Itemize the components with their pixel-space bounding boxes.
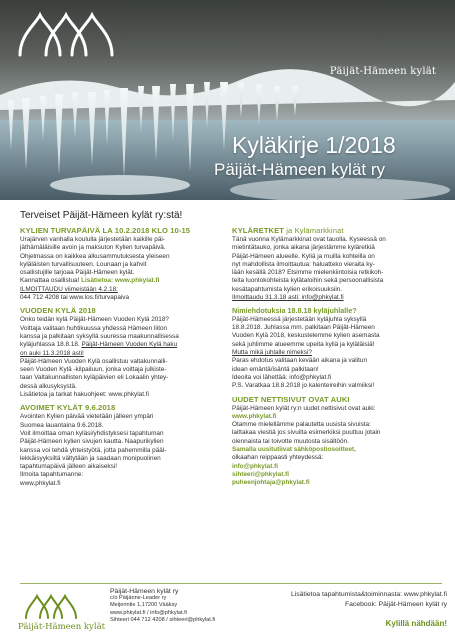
hero-image	[0, 0, 455, 200]
paragraph-line: lekkäisyyksiltä vältytään ja saadaan monipuolinen	[20, 454, 161, 462]
paragraph-line: taan Valtakunnallisten kyläpäivien eli Lokaalin yhtey-	[20, 374, 169, 382]
registration-deadline: ILMOITTAUDU viimeistään 4.2.18:	[20, 285, 118, 293]
greeting-heading: Terveiset Päijät-Hämeen kylät ry:stä!	[20, 210, 183, 221]
paragraph-line: olennaista tai toivotte muutosta sisältöön.	[232, 437, 349, 445]
footer-logo-icon	[20, 592, 80, 620]
section-vuoden-kyla	[20, 306, 225, 399]
more-info-line[interactable]: Lisätietoa ja tarkat hakuohjeet: www.phkylat.fi	[20, 391, 149, 399]
paragraph-line: Päijät-Hämeen alueelle. Kyliä ja muilla kohteilla on	[232, 252, 375, 260]
paragraph-line: olkaahan reippaasti yhteydessä:	[232, 454, 324, 462]
name-question: Mutta mikä juhlalle nimeksi?	[232, 349, 312, 357]
section-heading: Nimiehdotuksia 18.8.18 kyläjuhlalle?	[232, 306, 357, 316]
section-heading: VUODEN KYLÄ 2018	[20, 306, 96, 316]
website-link[interactable]: www.phkylat.fi	[20, 479, 61, 487]
paragraph-line: teita luontokohteista kylätaloihin sekä persoonallisista	[232, 277, 384, 285]
registration-line	[20, 277, 225, 285]
paragraph-line: Ilmoita tapahtumanne:	[20, 471, 84, 479]
newsletter-subtitle: Päijät-Hämeen kylät ry	[214, 160, 386, 179]
paragraph-line: sekä juhlimme alueemme upeita kyliä ja kyläläisiä!	[232, 340, 375, 348]
paragraph-line	[20, 341, 225, 349]
email-link[interactable]: puheenjohtaja@phkylat.fi	[232, 479, 310, 487]
paragraph-line: Avointen Kylien päivää vietetään jälleen ympäri	[20, 413, 154, 421]
paragraph-line: kyläläisten turvallisuuteen. Lounaan ja kahvit	[20, 260, 147, 268]
footer-address-line[interactable]: www.phkylat.fi / info@phkylat.fi	[110, 609, 187, 616]
paragraph-line: Paras ehdotus valitaan kevään aikana ja valitun	[232, 357, 368, 365]
footer-logo-name: Päijät-Hämeen kylät	[18, 622, 106, 632]
section-heading: UUDET NETTISIVUT OVAT AUKI	[232, 394, 350, 404]
paragraph-line: osallistujille tarjoaa Päijät-Hämeen kylät.	[20, 269, 135, 277]
paragraph-line: Päijät-Hämeen Vuoden Kylä osallistuu valtakunnalli-	[20, 357, 168, 365]
footer-info	[232, 590, 447, 610]
section-avoimet-kylat	[20, 403, 225, 488]
logo-icon	[0, 0, 130, 70]
section-heading	[232, 226, 442, 236]
paragraph-line: Suomea lauantaina 9.6.2018.	[20, 421, 104, 429]
paragraph-line: nyt mahdollista ilmoittautua: haluatteko vieraita ky-	[232, 260, 375, 268]
footer-slogan: Kylillä nähdään!	[385, 619, 447, 628]
footer-address	[110, 588, 215, 624]
paragraph-line: Voittaja valitaan huhtikuussa yhdessä Hämeen liiton	[20, 324, 168, 332]
footer-address-line: c/o Päijänne-Leader ry	[110, 595, 167, 602]
section-heading: AVOIMET KYLÄT 9.6.2018	[20, 403, 116, 413]
footer-org: Päijät-Hämeen kylät ry	[110, 588, 179, 595]
paragraph-line: Onko teidän kylä Päijät-Hämeen Vuoden Kylä 2018?	[20, 316, 169, 324]
section-heading: KYLIEN TURVAPÄIVÄ LA 10.2.2018 KLO 10-15	[20, 226, 191, 235]
right-column	[232, 226, 442, 492]
paragraph-line: Päijät-Hämeessä järjestetään kyläjuhla syksyllä	[232, 315, 367, 323]
paragraph-line: Urajärven vanhalla koululla järjestetään kaikille päi-	[20, 236, 165, 243]
paragraph-text: kyläjuhlassa 18.8.18.	[20, 341, 80, 349]
paragraph-line: tapahtumapäivä jälleen aikaiseksi!	[20, 463, 117, 471]
newsletter-title: Kyläkirje 1/2018	[232, 132, 396, 158]
email-link[interactable]: sihteeri@phkylat.fi	[232, 470, 290, 478]
paragraph-line: kanssa ja palkitaan syksyllä suuressa maakunnallisessa	[20, 332, 179, 340]
paragraph-line: kanssa voi tehdä yhteistyötä, jotta pahemmilla pääl-	[20, 446, 167, 454]
section-heading-main: KYLÄRETKET	[232, 226, 285, 235]
section-nettisivut	[232, 395, 442, 488]
registration-deadline[interactable]: Ilmoittaudu 31.3.18 asti: info@phkylat.fi	[232, 294, 344, 302]
paragraph-line: P.S. Varatkaa 18.8.2018 jo kalenteireihin valmiiksi!	[232, 382, 375, 390]
email-link[interactable]: info@phkylat.fi	[232, 462, 278, 470]
subscribe-notice: Samalla uusitutiivat sähköpostiosoitteet,	[232, 446, 356, 454]
paragraph-line: 18.8.2018. Juhlassa mm. palkitaan Päijät-Hämeen	[232, 324, 375, 332]
footer-facebook[interactable]: Facebook: Päijät-Hämeen kylät ry	[345, 601, 447, 608]
paragraph-line: dessä alkusyksystä.	[20, 382, 77, 390]
website-link[interactable]: www.phkylat.fi	[232, 412, 277, 420]
application-notice: Päijät-Hämeen Vuoden Kylä haku	[81, 341, 178, 349]
paragraph-line[interactable]: Ideoita voi lähettää: info@phkylat.fi	[232, 373, 332, 381]
paragraph-line: Päijät-Hämeen kylien sivujen kautta. Naapurikylien	[20, 438, 164, 446]
footer-address-line[interactable]: Sihteeri 044 712 4208 / sihteeri@phkylat.fi	[110, 616, 216, 623]
paragraph-line: mietintätauko, jonka aikana järjestämme kyläretkiä	[232, 244, 375, 252]
paragraph-line: seen Vuoden Kylä -kilpailuun, jonka voittaja julkiste-	[20, 366, 167, 374]
paragraph-line: Voit ilmoittaa oman kyläsi/yhdistyksesi tapahtuman	[20, 429, 164, 437]
footer-divider	[20, 583, 442, 584]
section-kylaretket	[232, 226, 442, 302]
paragraph-line: jäthämäläisille avoin ja maksuton Kylien turvapäivä.	[20, 244, 166, 252]
footer-info-line[interactable]: Lisätietoa tapahtumista&toiminnasta: www.phkylat.fi	[290, 591, 447, 598]
paragraph-line: Vuoden Kylä 2018, keskustelemme kylien asemasta	[232, 332, 380, 340]
left-column	[20, 226, 225, 492]
info-link[interactable]: Lisätietoa: www.phkylat.fi	[81, 277, 160, 285]
paragraph-line: kesätapahtumista kylien erikoisuuksiin.	[232, 285, 343, 293]
application-deadline: on auki 11.3.2018 asti!	[20, 349, 84, 357]
paragraph-line: idean emäntä/isäntä palkitaan!	[232, 365, 319, 373]
registration-label: Kannattaa osallistua!	[20, 277, 80, 285]
paragraph-line: Päijät-Hämeen kylät ry:n uudet nettisivut ovat auki:	[232, 404, 376, 412]
paragraph-line: laittakaa viestiä jos sivuilta esimerkiksi puuttuu jotain	[232, 429, 381, 437]
paragraph-line: Otamme mielellämme palautetta uusista sivuista:	[232, 421, 371, 429]
footer-address-line: Meijerintie 1,17200 Vääksy	[110, 602, 178, 609]
section-heading-small: ja Kylämarkkinat	[286, 226, 344, 235]
paragraph-line: Ohjelmassa on kaikkea alkusammutuksesta yleiseen	[20, 252, 170, 260]
section-kylajuhla	[232, 306, 442, 390]
logo-name: Päijät-Hämeen kylät	[329, 66, 437, 77]
paragraph-line: Tänä vuonna Kylämarkkinat ovat tauolla. Kyseessä on	[232, 236, 386, 243]
section-turvapaiva	[20, 226, 225, 302]
paragraph-line: lään kesällä 2018? Etsimme mielenkiintoisia retkikoh-	[232, 269, 384, 277]
registration-contact[interactable]: 044 712 4208 tai www.los.fi/turvapaiva	[20, 294, 130, 302]
